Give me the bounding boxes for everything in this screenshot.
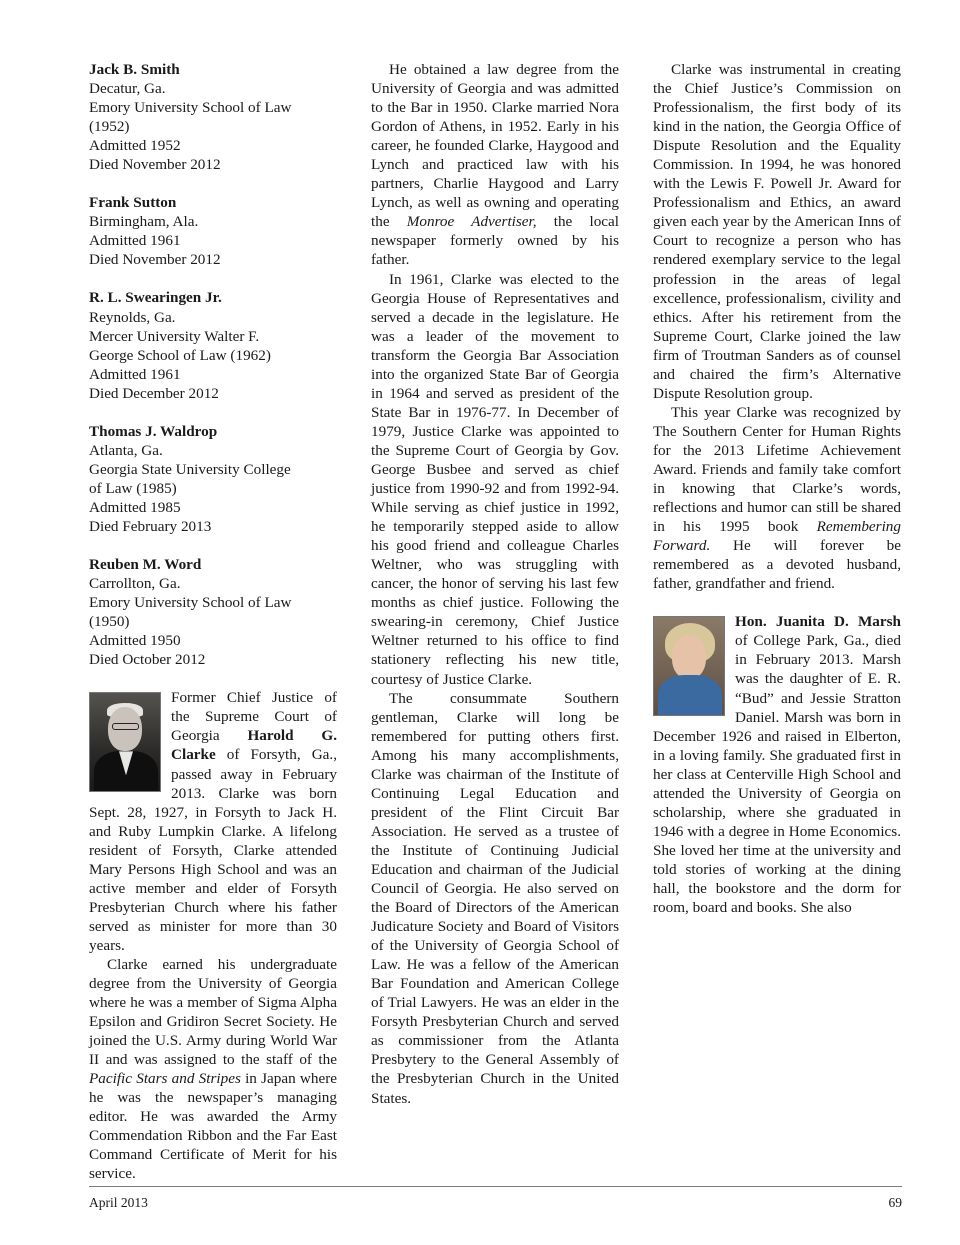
- column-3: [653, 60, 901, 917]
- clarke-name: Harold G. Clarke: [171, 727, 338, 764]
- obituary-detail: Emory University School of Law: [89, 594, 292, 612]
- book-title: Remembering Forward.: [653, 518, 901, 555]
- obituary-detail: Birmingham, Ala.: [89, 213, 199, 231]
- obituary-detail: Admitted 1961: [89, 365, 181, 383]
- clarke-p7-text-2: He will forever be remembered as a devoted husband, father, grandfather and friend.: [653, 537, 901, 593]
- clarke-paragraph-7: [653, 403, 901, 593]
- newspaper-title: Monroe Advertiser,: [406, 213, 537, 231]
- marsh-text: of College Park, Ga., died in February 2013. Marsh was the daughter of E. R. “Bud” and Jessie Stratton Daniel. Marsh was born in December 1926 and raised in Elberton, in a loving family. She graduated first in her class at Centerville High School and attended the University of Georgia on scholarship, where she graduated in 1946 with a degree in Home Economics. She loved her time at the university and told stories of working at the dining hall, the bookstore and the dorm for room, board and books. She also: [653, 632, 901, 917]
- obituary-detail: Reynolds, Ga.: [89, 308, 176, 326]
- obituary-detail: Died February 2013: [89, 517, 212, 535]
- obituary-detail: Died December 2012: [89, 384, 219, 402]
- obituary-detail: Died October 2012: [89, 651, 206, 669]
- obituary-list: [89, 60, 337, 669]
- obituary-detail: Admitted 1985: [89, 498, 181, 516]
- marsh-paragraph: [653, 612, 901, 917]
- obituary-detail: (1952): [89, 118, 130, 136]
- issue-date: April 2013: [89, 1195, 148, 1210]
- obituary-entry: [89, 288, 337, 402]
- obituary-detail: Admitted 1950: [89, 632, 181, 650]
- photo-face: [672, 635, 706, 679]
- clarke-p2-text-2: in Japan where he was the newspaper’s managing editor. He was awarded the Army Commendation Ribbon and the Far East Command Certificate of Merit for his service.: [89, 1070, 337, 1183]
- obituary-detail: George School of Law (1962): [89, 346, 271, 364]
- obituary-detail: Admitted 1961: [89, 232, 181, 250]
- obituary-detail: Georgia State University College: [89, 460, 291, 478]
- marsh-photo: [653, 616, 725, 716]
- clarke-p3-text: He obtained a law degree from the University of Georgia and was admitted to the Bar in 1950. Clarke married Nora Gordon of Athens, in 1952. Early in his career, he founded Clarke, Haygood and Lynch and practiced law with his partners, Charlie Haygood and Larry Lynch, as well as owning and operating the: [371, 61, 619, 231]
- obituary-name: Frank Sutton: [89, 194, 177, 212]
- photo-clothing: [658, 675, 722, 716]
- publication-title: Pacific Stars and Stripes: [89, 1070, 241, 1088]
- obituary-detail: (1950): [89, 613, 130, 631]
- clarke-p1-text: Former Chief Justice of the Supreme Court of Georgia: [171, 689, 337, 745]
- marsh-name: Hon. Juanita D. Marsh: [735, 613, 901, 631]
- obituary-detail: Died November 2012: [89, 156, 221, 174]
- clarke-paragraph-5: The consummate Southern gentleman, Clarke will long be remembered for putting others first. Among his many accomplishments, Clarke was chairman of the Institute of Continuing Legal Education and president of the Flint Circuit Bar Association. He served as a trustee of the Institute of Continuing Judicial Education and chairman of the Judicial Council of Georgia. He also served on the Board of Directors of the American Judicature Society and Board of Visitors of the University of Georgia School of Law. He was a fellow of the American Bar Foundation and American College of Trial Lawyers. He was an elder in the Forsyth Presbyterian Church and served as commissioner from the Atlanta Presbytery to the General Assembly of the Presbyterian Church in the United States.: [371, 689, 619, 1107]
- obituary-name: Jack B. Smith: [89, 61, 180, 78]
- obituary-detail: Mercer University Walter F.: [89, 327, 260, 345]
- obituary-entry: [89, 60, 337, 174]
- footer-rule: [89, 1186, 902, 1187]
- obituary-detail: Admitted 1952: [89, 137, 181, 155]
- obituary-entry: [89, 555, 337, 669]
- obituary-detail: of Law (1985): [89, 479, 177, 497]
- clarke-paragraph-1: [89, 688, 337, 955]
- obituary-name: R. L. Swearingen Jr.: [89, 289, 222, 307]
- clarke-paragraph-6: Clarke was instrumental in creating the Chief Justice’s Commission on Professionalism, the first body of its kind in the nation, the Georgia Office of Dispute Resolution and the Equality Commission. In 1994, he was honored with the Lewis F. Powell Jr. Award for Professionalism and Ethics, an award given each year by the American Inns of Court to recognize a person who has rendered exemplary service to the legal profession in the areas of legal excellence, professionalism, civility and ethics. After his retirement from the Supreme Court, Clarke joined the law firm of Troutman Sanders as of counsel and chaired the firm’s Alternative Dispute Resolution group.: [653, 61, 901, 402]
- clarke-paragraph-2: [89, 955, 337, 1184]
- obituary-detail: Atlanta, Ga.: [89, 441, 163, 459]
- photo-glasses: [112, 723, 139, 730]
- obituary-entry: [89, 422, 337, 536]
- clarke-photo: [89, 692, 161, 792]
- clarke-p2-text: Clarke earned his undergraduate degree from the University of Georgia where he was a member of Sigma Alpha Epsilon and Gridiron Secret Society. He joined the U.S. Army during World War II and was assigned to the staff of the: [89, 955, 337, 1069]
- page-number: 69: [888, 1195, 902, 1210]
- obituary-entry: [89, 193, 337, 269]
- obituary-name: Reuben M. Word: [89, 556, 202, 574]
- obituary-detail: Carrollton, Ga.: [89, 575, 181, 593]
- clarke-p1-text-2: of Forsyth, Ga., passed away in February 2013. Clarke was born Sept. 28, 1927, in Forsyth to Jack H. and Ruby Lumpkin Clarke. A lifelong resident of Forsyth, Clarke attended Mary Persons High School and was an active member and elder of Forsyth Presbyterian Church where his father served as minister for more than 30 years.: [89, 746, 337, 954]
- clarke-paragraph-4: In 1961, Clarke was elected to the Georgia House of Representatives and served a decade in the legislature. He was a leader of the movement to transform the Georgia Bar Association into the organized State Bar of Georgia in 1964 and served as president of the State Bar in 1976-77. In December of 1979, Justice Clarke was appointed to the Supreme Court of Georgia by Gov. George Busbee and served as chief justice from 1990-92 and from 1992-94. While serving as chief justice in 1992, he temporarily stepped aside to allow his good friend and colleague Charles Weltner, who was struggling with cancer, the honor of serving his last few months as chief justice. Following the swearing-in ceremony, Chief Justice Weltner returned to his office to find stationery reflecting his new title, courtesy of Justice Clarke.: [371, 270, 619, 688]
- column-1: [89, 60, 337, 1184]
- obituary-detail: Decatur, Ga.: [89, 80, 166, 98]
- obituary-name: Thomas J. Waldrop: [89, 422, 218, 440]
- clarke-p7-text: This year Clarke was recognized by The Southern Center for Human Rights for the 2013 Lifetime Achievement Award. Friends and family take comfort in knowing that Clarke’s words, reflections and humor can still be shared in his 1995 book: [653, 403, 901, 536]
- obituary-detail: Died November 2012: [89, 251, 221, 269]
- clarke-p3-text-2: the local newspaper formerly owned by his father.: [371, 213, 619, 269]
- column-2: [371, 60, 619, 1108]
- clarke-paragraph-3: [371, 60, 619, 270]
- obituary-detail: Emory University School of Law: [89, 99, 292, 117]
